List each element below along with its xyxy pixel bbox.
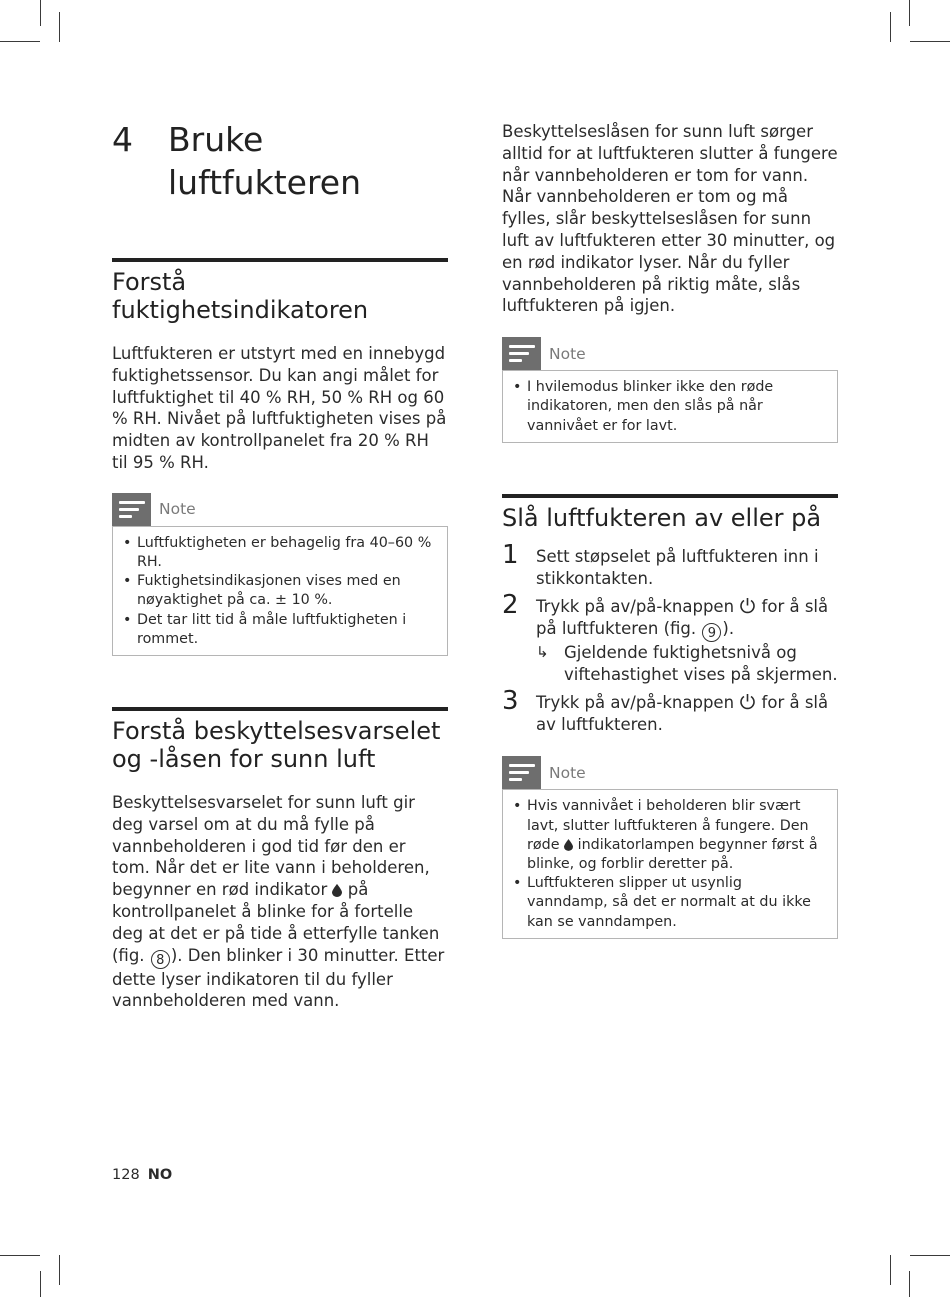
- note-item: • I hvilemodus blinker ikke den røde indikatoren, men den slås på når vannivået er for lavt.: [513, 379, 774, 434]
- chapter-heading: [112, 118, 448, 204]
- step-result: ↳ Gjeldende fuktighetsnivå og viftehastighet vises på skjermen.: [536, 643, 838, 684]
- note-label: Note: [549, 344, 586, 363]
- arrow-icon: ↳: [536, 643, 549, 662]
- humidity-body: Luftfukteren er utstyrt med en innebygd fuktighetssensor. Du kan angi målet for luftfuktighet til 40 % RH, 50 % RH og 60 % RH. Nivået på luftfuktigheten vises på midten av kontrollpanelet fra 20 % RH til 95 % RH.: [112, 344, 447, 472]
- step-1: 1 Sett støpselet på luftfukteren inn i stikkontakten.: [502, 539, 819, 588]
- note-box: [502, 370, 838, 443]
- note-item: • Luftfukteren slipper ut usynlig vanndamp, så det er normalt at du ikke kan se vanndampen.: [513, 875, 811, 930]
- power-icon: [739, 597, 756, 614]
- figure-ref-8: 8: [151, 950, 170, 969]
- section-title-protection: Forstå beskyttelsesvarselet og -låsen for sunn luft: [112, 717, 441, 773]
- note-item: • Luftfuktigheten er behagelig fra 40–60 % RH.: [123, 534, 432, 570]
- chapter-title: Bruke luftfukteren: [168, 120, 362, 202]
- note-label: Note: [549, 763, 586, 782]
- note-sleep-mode: [502, 337, 838, 443]
- note-water-level: [502, 756, 838, 938]
- note-item: • Det tar litt tid å måle luftfuktigheten i rommet.: [123, 611, 407, 647]
- figure-ref-9: 9: [702, 623, 721, 642]
- note-label: Note: [159, 500, 196, 519]
- protection-body: Beskyttelsesvarselet for sunn luft gir deg varsel om at du må fylle på vannbeholderen i god tid før den er tom. Når det er lite vann i beholderen, begynner en rød indikator på kontrollpanelet å blinke for å fortelle deg at det er på tide å etterfylle tanken (fig. 8 ). Den blinker i 30 minutter. Etter dette lyser indikatoren til du fyller vannbeholderen med vann.: [112, 793, 445, 1011]
- note-box: [502, 789, 838, 938]
- note-humidity: [112, 493, 448, 656]
- section-title-on-off: Slå luftfukteren av eller på: [502, 503, 822, 532]
- protection-body-continued: Beskyttelseslåsen for sunn luft sørger alltid for at luftfukteren slutter å fungere når vannbeholderen er tom for vann. Når vannbeholderen er tom og må fylles, slår beskyttelseslåsen for sunn luft av luftfukteren etter 30 minutter, og en rød indikator lyser. Når du fyller vannbeholderen på riktig måte, slås luftfukteren på igjen.: [502, 122, 838, 316]
- language-code: NO: [147, 1167, 173, 1183]
- section-rule: [112, 707, 448, 711]
- water-drop-icon: [332, 884, 342, 897]
- section-rule: [502, 494, 838, 498]
- step-3: 3 Trykk på av/på-knappen for å slå av luftfukteren.: [502, 685, 829, 734]
- note-box: [112, 526, 448, 656]
- water-drop-icon: [564, 839, 573, 851]
- page-number: 128: [112, 1167, 140, 1183]
- power-icon: [739, 693, 756, 710]
- note-icon: [502, 756, 541, 789]
- step-2: 2 Trykk på av/på-knappen for å slå på luftfukteren (fig. 9 ). ↳ Gjeldende fuktighetsnivå og viftehastighet vises på skjermen.: [502, 590, 838, 684]
- note-icon: [502, 337, 541, 370]
- note-item: • Hvis vannivået i beholderen blir svært lavt, slutter luftfukteren å fungere. Den røde indikatorlampen begynner først å blinke, og forblir deretter på.: [513, 798, 818, 872]
- section-rule: [112, 258, 448, 262]
- step-number: 2: [502, 590, 519, 621]
- right-column: [502, 121, 838, 939]
- note-icon: [112, 493, 151, 526]
- page-footer: [112, 1167, 172, 1183]
- left-column: [112, 118, 448, 1012]
- step-number: 3: [502, 685, 519, 716]
- chapter-number: 4: [112, 120, 133, 159]
- step-number: 1: [502, 539, 519, 570]
- note-item: • Fuktighetsindikasjonen vises med en nøyaktighet på ca. ± 10 %.: [123, 573, 401, 609]
- section-title-humidity: Forstå fuktighetsindikatoren: [112, 268, 369, 324]
- steps-list: [502, 539, 838, 736]
